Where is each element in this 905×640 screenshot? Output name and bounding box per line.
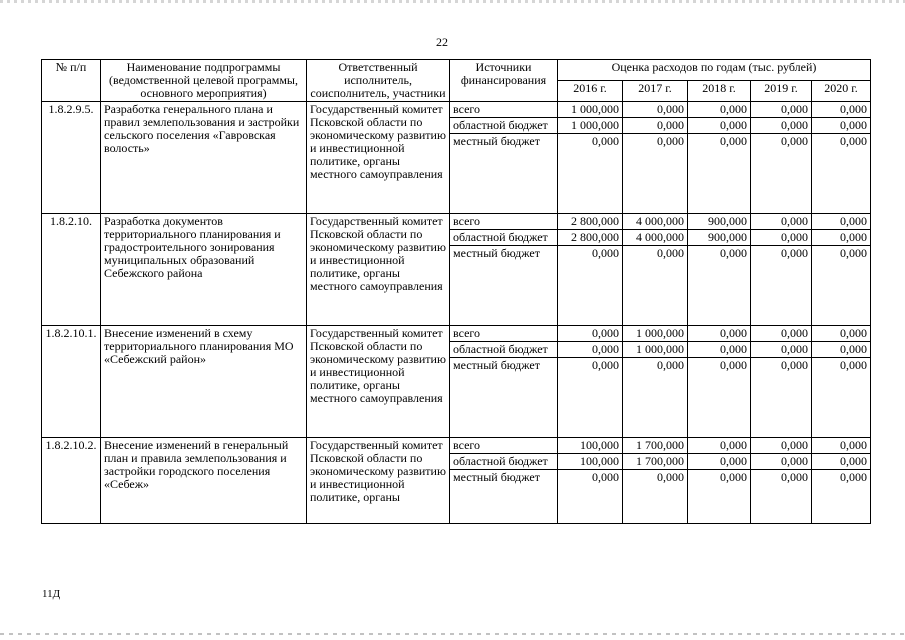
value-cell: 900,000 xyxy=(688,214,751,230)
row-name: Разработка документов территориального планирования и градостроительного зонирования муниципальных образований Себежского района xyxy=(101,214,307,326)
value-cell: 1 700,000 xyxy=(623,438,688,454)
value-cell: 0,000 xyxy=(688,134,751,214)
header-year: 2018 г. xyxy=(688,81,751,102)
row-num: 1.8.2.10.1. xyxy=(42,326,101,438)
value-cell: 0,000 xyxy=(812,454,871,470)
value-cell: 0,000 xyxy=(558,246,623,326)
row-name: Разработка генерального плана и правил землепользования и застройки сельского поселения «Гавровская волость» xyxy=(101,102,307,214)
header-year: 2020 г. xyxy=(812,81,871,102)
value-cell: 0,000 xyxy=(558,326,623,342)
scan-edge-top xyxy=(0,0,905,3)
source-label: всего xyxy=(450,214,558,230)
value-cell: 0,000 xyxy=(688,118,751,134)
header-row xyxy=(42,60,871,81)
value-cell: 0,000 xyxy=(688,326,751,342)
value-cell: 0,000 xyxy=(812,230,871,246)
value-cell: 0,000 xyxy=(558,134,623,214)
value-cell: 0,000 xyxy=(751,326,812,342)
value-cell: 0,000 xyxy=(751,118,812,134)
value-cell: 1 000,000 xyxy=(623,342,688,358)
value-cell: 0,000 xyxy=(751,438,812,454)
source-label: областной бюджет xyxy=(450,342,558,358)
table-row xyxy=(42,326,871,342)
row-name: Внесение изменений в генеральный план и правила землепользования и застройки городского поселения «Себеж» xyxy=(101,438,307,524)
source-label: местный бюджет xyxy=(450,134,558,214)
header-costs: Оценка расходов по годам (тыс. рублей) xyxy=(558,60,871,81)
value-cell: 100,000 xyxy=(558,454,623,470)
value-cell: 1 000,000 xyxy=(558,118,623,134)
source-label: местный бюджет xyxy=(450,246,558,326)
value-cell: 0,000 xyxy=(751,470,812,524)
table-row xyxy=(42,102,871,118)
source-label: областной бюджет xyxy=(450,230,558,246)
value-cell: 0,000 xyxy=(751,230,812,246)
value-cell: 0,000 xyxy=(558,342,623,358)
value-cell: 0,000 xyxy=(688,454,751,470)
footer-code: 11Д xyxy=(42,588,61,600)
value-cell: 0,000 xyxy=(623,358,688,438)
row-num: 1.8.2.10.2. xyxy=(42,438,101,524)
value-cell: 0,000 xyxy=(812,118,871,134)
header-year: 2016 г. xyxy=(558,81,623,102)
value-cell: 0,000 xyxy=(812,246,871,326)
value-cell: 0,000 xyxy=(812,134,871,214)
table-row xyxy=(42,214,871,230)
row-num: 1.8.2.9.5. xyxy=(42,102,101,214)
row-executor: Государственный комитет Псковской области по экономическому развитию и инвестиционной политике, органы местного самоуправления xyxy=(307,214,450,326)
header-year: 2017 г. xyxy=(623,81,688,102)
value-cell: 0,000 xyxy=(623,246,688,326)
source-label: областной бюджет xyxy=(450,118,558,134)
value-cell: 0,000 xyxy=(812,342,871,358)
value-cell: 0,000 xyxy=(751,134,812,214)
value-cell: 0,000 xyxy=(558,358,623,438)
source-label: всего xyxy=(450,438,558,454)
value-cell: 0,000 xyxy=(812,102,871,118)
header-executor: Ответственный исполнитель, соисполнитель, участники xyxy=(307,60,450,102)
source-label: местный бюджет xyxy=(450,358,558,438)
value-cell: 0,000 xyxy=(751,102,812,118)
value-cell: 0,000 xyxy=(623,470,688,524)
value-cell: 0,000 xyxy=(751,342,812,358)
value-cell: 0,000 xyxy=(751,214,812,230)
scan-edge-bottom xyxy=(0,633,905,635)
row-name: Внесение изменений в схему территориального планирования МО «Себежский район» xyxy=(101,326,307,438)
value-cell: 0,000 xyxy=(688,358,751,438)
value-cell: 2 800,000 xyxy=(558,214,623,230)
row-executor: Государственный комитет Псковской области по экономическому развитию и инвестиционной политике, органы местного самоуправления xyxy=(307,326,450,438)
value-cell: 0,000 xyxy=(812,326,871,342)
value-cell: 0,000 xyxy=(812,214,871,230)
header-name: Наименование подпрограммы (ведомственной целевой программы, основного мероприятия) xyxy=(101,60,307,102)
value-cell: 1 000,000 xyxy=(623,326,688,342)
value-cell: 0,000 xyxy=(623,118,688,134)
value-cell: 0,000 xyxy=(688,470,751,524)
source-label: областной бюджет xyxy=(450,454,558,470)
value-cell: 0,000 xyxy=(688,342,751,358)
header-num: № п/п xyxy=(42,60,101,102)
header-year: 2019 г. xyxy=(751,81,812,102)
value-cell: 0,000 xyxy=(751,454,812,470)
row-executor: Государственный комитет Псковской области по экономическому развитию и инвестиционной политике, органы местного самоуправления xyxy=(307,102,450,214)
row-num: 1.8.2.10. xyxy=(42,214,101,326)
value-cell: 0,000 xyxy=(812,358,871,438)
source-label: местный бюджет xyxy=(450,470,558,524)
value-cell: 0,000 xyxy=(623,102,688,118)
value-cell: 0,000 xyxy=(688,102,751,118)
value-cell: 0,000 xyxy=(623,134,688,214)
value-cell: 4 000,000 xyxy=(623,214,688,230)
value-cell: 0,000 xyxy=(688,438,751,454)
value-cell: 0,000 xyxy=(812,470,871,524)
value-cell: 1 700,000 xyxy=(623,454,688,470)
value-cell: 0,000 xyxy=(751,246,812,326)
page-number: 22 xyxy=(436,35,448,49)
value-cell: 4 000,000 xyxy=(623,230,688,246)
value-cell: 100,000 xyxy=(558,438,623,454)
value-cell: 0,000 xyxy=(751,358,812,438)
source-label: всего xyxy=(450,102,558,118)
source-label: всего xyxy=(450,326,558,342)
value-cell: 0,000 xyxy=(688,246,751,326)
value-cell: 0,000 xyxy=(812,438,871,454)
expenditure-table xyxy=(41,59,871,524)
value-cell: 1 000,000 xyxy=(558,102,623,118)
value-cell: 0,000 xyxy=(558,470,623,524)
header-sources: Источники финансирования xyxy=(450,60,558,102)
value-cell: 900,000 xyxy=(688,230,751,246)
value-cell: 2 800,000 xyxy=(558,230,623,246)
table-row xyxy=(42,438,871,454)
row-executor: Государственный комитет Псковской области по экономическому развитию и инвестиционной политике, органы xyxy=(307,438,450,524)
